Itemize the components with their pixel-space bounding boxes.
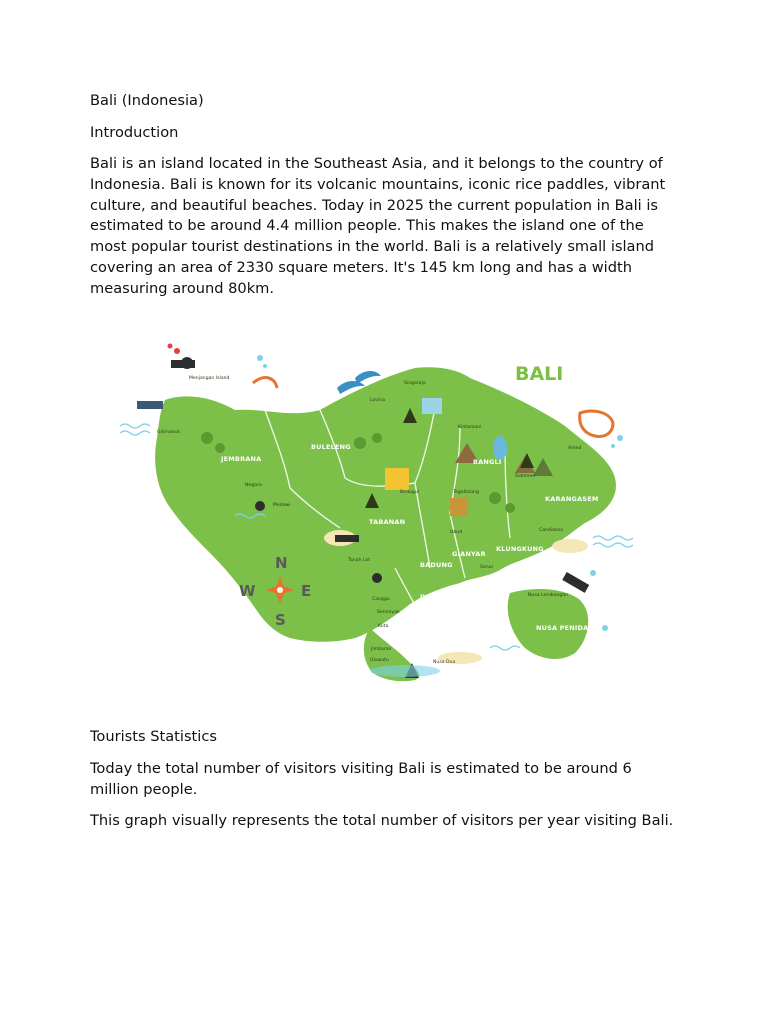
regency-label-klungkung: KLUNGKUNG (496, 545, 544, 553)
intro-paragraph: Bali is an island located in the Southeast Asia, and it belongs to the country of Indonesia. Bali is known for its volcanic mountains, iconic rice paddles, vibrant culture, and beautiful beaches. Today in 2025 the current population in Bali is estimated to be around 4.4 million people. This makes the island one of the most popular tourist destinations in the world. Bali is a relatively small island covering an area of 2330 square meters. It's 145 km long and has a width measuring around 80km. (90, 155, 666, 297)
place-label: Uluwatu (370, 658, 389, 663)
place-label: Singaraja (404, 381, 426, 386)
bali-map (115, 338, 645, 683)
place-label: Canggu (372, 597, 390, 602)
place-label: Amed (568, 446, 582, 451)
compass-south: S (275, 611, 286, 629)
regency-label-tabanan: TABANAN (369, 518, 406, 526)
place-label: Lovina (370, 398, 386, 403)
place-label: Nusa Dua (433, 660, 456, 665)
stats-paragraph-2: This graph visually represents the total number of visitors per year visiting Bali. (90, 812, 674, 829)
place-label: Sanur (480, 565, 494, 570)
section-heading-introduction: Introduction (90, 124, 179, 141)
bali-map-illustration (115, 338, 645, 683)
regency-label-karangasem: KARANGASEM (545, 495, 599, 503)
compass-east: E (301, 582, 312, 600)
section-heading-tourists-statistics: Tourists Statistics (90, 728, 217, 745)
place-label: Negara (245, 483, 262, 488)
place-label: Bedugul (400, 490, 419, 495)
place-label: Menjangan Island (189, 376, 230, 381)
place-label: Tegallalang (453, 490, 479, 495)
place-label: Jimbaran (371, 647, 392, 652)
regency-label-gianyar: GIANYAR (452, 550, 486, 558)
regency-label-denpasar: DENPASAR (420, 593, 461, 601)
place-label: Ubud (450, 530, 463, 535)
map-title: BALI (515, 363, 564, 385)
stats-paragraph-1: Today the total number of visitors visiting Bali is estimated to be around 6 million people. (90, 760, 632, 798)
regency-label-jembrana: JEMBRANA (221, 455, 262, 463)
regency-label-bangli: BANGLI (473, 458, 502, 466)
place-label: Tanah Lot (348, 558, 371, 563)
place-label: Gilimanuk (157, 430, 181, 435)
regency-label-buleleng: BULELENG (311, 443, 351, 451)
document-title: Bali (Indonesia) (90, 92, 204, 109)
compass-west: W (239, 582, 256, 600)
regency-label-badung: BADUNG (420, 561, 453, 569)
place-label: Medewi (273, 503, 291, 508)
compass-north: N (275, 554, 288, 572)
regency-label-nusa-penida: NUSA PENIDA (536, 624, 589, 632)
place-label: Kuta (378, 624, 389, 629)
place-label: Seminyak (377, 610, 400, 615)
place-label: Nusa Lembongan (528, 593, 569, 598)
place-label: Kintamani (458, 425, 482, 430)
place-label: Candidasa (539, 528, 564, 533)
place-label: Sidemen (515, 474, 536, 479)
